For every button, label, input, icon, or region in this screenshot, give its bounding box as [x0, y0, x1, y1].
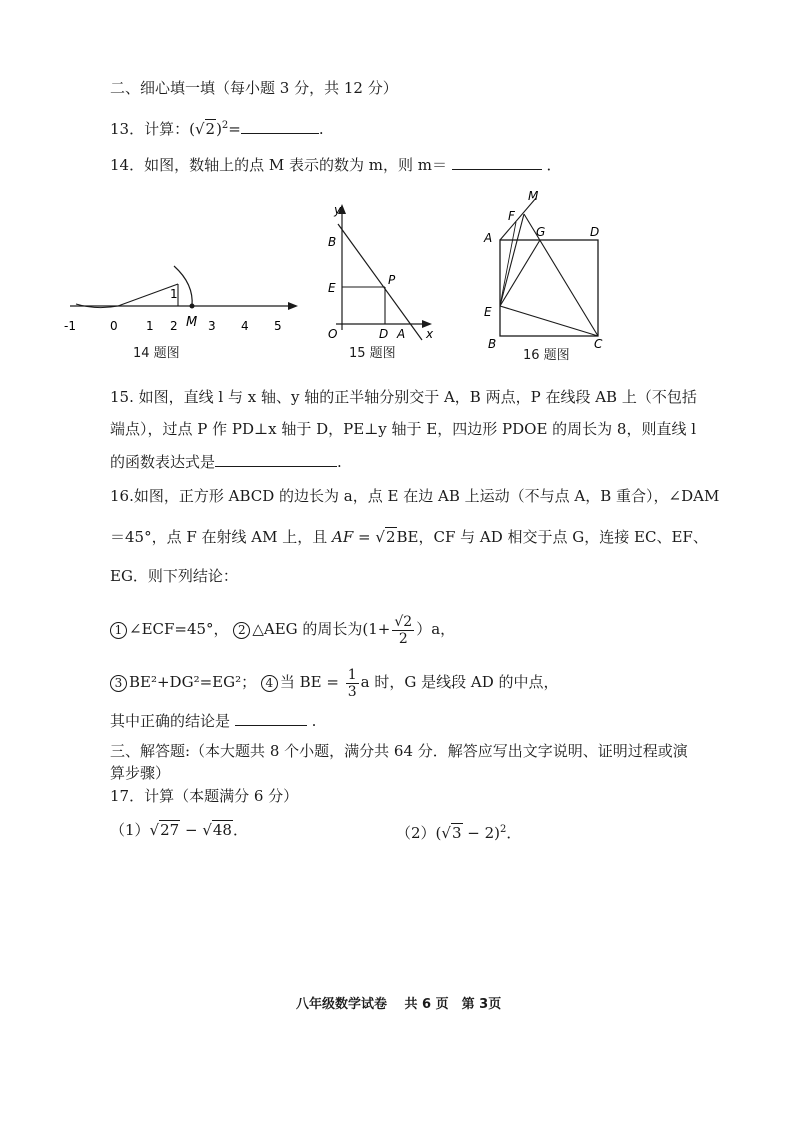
fig14-tick-1: 1 — [146, 319, 154, 333]
q16-c1-number: 1 — [110, 622, 127, 639]
fig16-label-m: M — [528, 189, 539, 203]
q16-c3-number: 3 — [110, 675, 127, 692]
q17-p2-label: （2） — [396, 824, 436, 842]
fig16-label-e: E — [484, 305, 492, 319]
q16-c4-fraction: $\frac{1}{3}$ — [347, 666, 357, 700]
fig14-side-label: 1 — [170, 287, 178, 301]
q14-end: ． — [546, 156, 562, 174]
fig15-label-e: E — [328, 281, 336, 295]
fig15-label-d: D — [379, 327, 389, 341]
q13-equals: = — [228, 120, 241, 138]
q17-p1-end: ． — [232, 821, 248, 839]
q16-line-2a: ＝45°，点 F 在射线 AM 上，且 — [110, 528, 328, 546]
fig14-point-m: M — [186, 315, 198, 330]
q15-answer-blank[interactable] — [215, 452, 337, 467]
fig14-tick-5: 5 — [274, 319, 282, 333]
q17-part-1 — [110, 820, 248, 840]
q16-c2-text-a: △AEG 的周长为(1+ — [252, 620, 391, 638]
page-footer: 八年级数学试卷 共 6 页 第 3页 — [296, 997, 502, 1012]
q16-line-2 — [110, 527, 708, 547]
q17-p2-rest: − 2) — [462, 824, 501, 842]
q16-line-3: EG．则下列结论： — [110, 567, 238, 585]
q17-p1-sqrt27: √27 — [149, 821, 180, 839]
fig15-label-o: O — [328, 327, 338, 341]
section-3-heading-2: 算步骤） — [110, 764, 171, 782]
fig15-label-p: P — [388, 273, 396, 287]
q16-c4-number: 4 — [261, 675, 278, 692]
q15-line-3-text: 的函数表达式是 — [110, 453, 216, 471]
q16-c4-text-a: 当 BE = — [279, 673, 344, 691]
fig14-tick-4: 4 — [241, 319, 249, 333]
q17-p2-sqrt3: √3 — [441, 824, 462, 842]
fig16-label-f: F — [508, 209, 515, 223]
q15-line-1: 15. 如图，直线 l 与 x 轴、y 轴的正半轴分别交于 A，B 两点，P 在线段 AB 上（不包括 — [110, 388, 697, 406]
q16-answer-blank[interactable] — [235, 711, 307, 726]
q16-c4-text-b: a 时，G 是线段 AD 的中点， — [360, 673, 559, 691]
q17-title: 17．计算（本题满分 6 分） — [110, 787, 299, 805]
q15-line-2: 端点），过点 P 作 PD⊥x 轴于 D，PE⊥y 轴于 E，四边形 PDOE 的周长为 8，则直线 l — [110, 420, 697, 438]
q16-c2-fraction: $\frac{√2}{2}$ — [394, 613, 413, 647]
q17-p1-op: − — [180, 821, 203, 839]
q16-c3-text: BE²+DG²=EG²； — [129, 673, 257, 691]
q16-c1-text: ∠ECF=45°， — [129, 620, 229, 638]
q14-answer-blank[interactable] — [452, 155, 542, 170]
q13-answer-blank[interactable] — [241, 119, 319, 134]
fig15-label-y: y — [334, 203, 342, 217]
question-14 — [110, 155, 562, 175]
q16-c2-number: 2 — [233, 622, 250, 639]
q17-p1-label: （1） — [110, 821, 150, 839]
q16-sqrt2: √2 — [375, 528, 396, 546]
figure-16-square — [480, 186, 615, 350]
fig14-tick-0: 0 — [110, 319, 118, 333]
question-13: 13．计算：$(√2)^2=$ . — [110, 120, 324, 138]
fig16-label-c: C — [594, 337, 603, 351]
fig16-label-a: A — [484, 231, 493, 245]
fig15-label-b: B — [328, 235, 337, 249]
q17-part-2: $(2)(√3 - 2)^2$． — [396, 824, 522, 842]
fig15-label-a: A — [397, 327, 406, 341]
section-2-heading: 二、细心填一填（每小题 3 分，共 12 分） — [110, 79, 398, 97]
q13-sqrt: √2 — [194, 120, 216, 138]
figure-14-caption: 14 题图 — [133, 346, 180, 361]
q17-p2-end: ． — [506, 824, 522, 842]
q16-af-eq: AF = — [332, 528, 376, 546]
fig14-tick-3: 3 — [208, 319, 216, 333]
q17-p1-sqrt48: √48 — [202, 821, 232, 839]
fig14-tick-2: 2 — [170, 319, 178, 333]
q14-text: 14．如图，数轴上的点 M 表示的数为 m，则 m＝ — [110, 156, 447, 174]
q16-conclusions-1-2 — [110, 612, 455, 647]
figure-15-coordinate — [322, 198, 447, 340]
q16-line-2c: BE，CF 与 AD 相交于点 G，连接 EC、EF、 — [396, 528, 708, 546]
figure-14-number-line — [66, 240, 306, 340]
figure-16-caption: 16 题图 — [523, 348, 570, 363]
fig14-tick-neg1: -1 — [64, 319, 76, 333]
q13-end: . — [318, 120, 324, 138]
fig16-label-b: B — [488, 337, 497, 351]
q16-c2-text-b: ）a， — [416, 620, 456, 638]
section-3-heading-1: 三、解答题:（本大题共 8 个小题，满分共 64 分．解答应写出文字说明、证明过程或演 — [110, 742, 688, 760]
fig16-label-d: D — [590, 225, 600, 239]
q16-line-1: 16.如图，正方形 ABCD 的边长为 a，点 E 在边 AB 上运动（不与点 A，B 重合），∠DAM — [110, 487, 720, 505]
fig16-label-g: G — [536, 225, 546, 239]
q16-end: . — [311, 712, 317, 730]
figure-15-caption: 15 题图 — [349, 346, 396, 361]
q16-conclusion-line — [110, 711, 316, 731]
q15-end: . — [337, 453, 342, 471]
fig15-label-x: x — [426, 327, 434, 341]
q16-conclusions-3-4 — [110, 665, 559, 700]
q13-prefix: 13．计算： — [110, 120, 190, 138]
q15-line-3 — [110, 452, 342, 472]
q16-conclusion-text: 其中正确的结论是 — [110, 712, 231, 730]
